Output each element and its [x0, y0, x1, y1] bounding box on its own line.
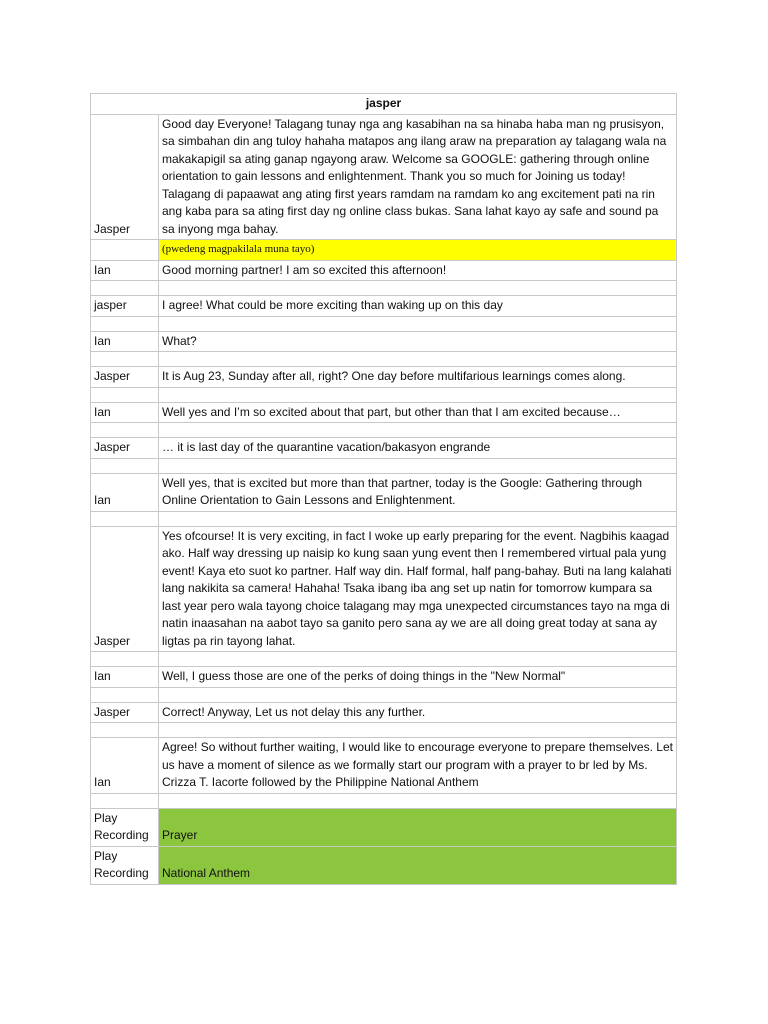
table-row: [91, 438, 677, 459]
blank-row: [91, 423, 677, 438]
prayer-cell: Prayer: [159, 808, 677, 846]
speaker-cell: Jasper: [91, 526, 159, 652]
blank-row: [91, 281, 677, 296]
blank-row: [91, 723, 677, 738]
play-recording-cell: Play Recording: [91, 808, 159, 846]
table-row: [91, 526, 677, 652]
table-row: [91, 702, 677, 723]
script-table: [90, 93, 677, 885]
line-cell: It is Aug 23, Sunday after all, right? One day before multifarious learnings comes along.: [159, 367, 677, 388]
line-cell: Good day Everyone! Talagang tunay nga ang kasabihan na sa hinaba haba man ng prusisyon, sa simbahan din ang tuloy hahaha matapos ang ilang araw na preparation ay talagang wala na makakapigil sa ating ganap ngayong araw. Welcome sa GOOGLE: gathering through online orientation to gain lessons and enlightenment. Thank you so much for Joining us today! Talagang di papaawat ang ating first years ramdam na ramdam ko ang excitement pati na rin ang kaba para sa ating first day ng online class bukas. Sana lahat kayo ay safe and sound pa sa inyong mga bahay.: [159, 114, 677, 240]
table-row: [91, 738, 677, 794]
header-title: jasper: [91, 94, 677, 115]
speaker-cell: Ian: [91, 667, 159, 688]
table-row: [91, 367, 677, 388]
blank-row: [91, 793, 677, 808]
table-row: [91, 260, 677, 281]
speaker-cell: Ian: [91, 402, 159, 423]
blank-row: [91, 387, 677, 402]
line-cell: Well, I guess those are one of the perks of doing things in the "New Normal": [159, 667, 677, 688]
header-row: [91, 94, 677, 115]
line-cell: I agree! What could be more exciting than waking up on this day: [159, 296, 677, 317]
blank-row: [91, 687, 677, 702]
line-cell: Correct! Anyway, Let us not delay this any further.: [159, 702, 677, 723]
line-cell: Agree! So without further waiting, I would like to encourage everyone to prepare themselves. Let us have a moment of silence as we formally start our program with a prayer to br led by Ms. Crizza T. Iacorte followed by the Philippine National Anthem: [159, 738, 677, 794]
speaker-cell: Jasper: [91, 702, 159, 723]
table-row: [91, 114, 677, 240]
line-cell: Well yes, that is excited but more than that partner, today is the Google: Gathering through Online Orientation to Gain Lessons and Enlightenment.: [159, 473, 677, 511]
blank-row: [91, 352, 677, 367]
table-row: [91, 331, 677, 352]
speaker-cell: Jasper: [91, 367, 159, 388]
table-row: [91, 667, 677, 688]
speaker-cell: Ian: [91, 260, 159, 281]
speaker-cell: [91, 240, 159, 261]
table-row: [91, 402, 677, 423]
line-cell: … it is last day of the quarantine vacation/bakasyon engrande: [159, 438, 677, 459]
line-cell: Good morning partner! I am so excited this afternoon!: [159, 260, 677, 281]
table-row: [91, 296, 677, 317]
speaker-cell: Jasper: [91, 438, 159, 459]
table-row: [91, 240, 677, 261]
speaker-cell: Ian: [91, 331, 159, 352]
line-cell: Yes ofcourse! It is very exciting, in fact I woke up early preparing for the event. Nagbihis kaagad ako. Half way dressing up naisip ko kung saan yung event then I remembered virtual pala yung event! Kaya eto suot ko partner. Half way din. Half formal, half pang-bahay. Buti na lang kalahati lang nakikita sa camera! Hahaha! Tsaka ibang iba ang set up natin for tomorrow kumpara sa last year pero wala tayong choice talagang may mga unexpected circumstances tayo na mga di natin inaasahan na aabot tayo sa ganito pero sana ay we are all doing great today at sana ay ligtas pa rin tayong lahat.: [159, 526, 677, 652]
note-cell: (pwedeng magpakilala muna tayo): [159, 240, 677, 261]
speaker-cell: jasper: [91, 296, 159, 317]
play-recording-cell: Play Recording: [91, 846, 159, 884]
speaker-cell: Jasper: [91, 114, 159, 240]
speaker-cell: Ian: [91, 738, 159, 794]
national-anthem-cell: National Anthem: [159, 846, 677, 884]
blank-row: [91, 316, 677, 331]
line-cell: Well yes and I’m so excited about that part, but other than that I am excited because…: [159, 402, 677, 423]
table-row: [91, 808, 677, 846]
line-cell: What?: [159, 331, 677, 352]
table-row: [91, 846, 677, 884]
blank-row: [91, 511, 677, 526]
table-row: [91, 473, 677, 511]
blank-row: [91, 652, 677, 667]
speaker-cell: Ian: [91, 473, 159, 511]
blank-row: [91, 458, 677, 473]
